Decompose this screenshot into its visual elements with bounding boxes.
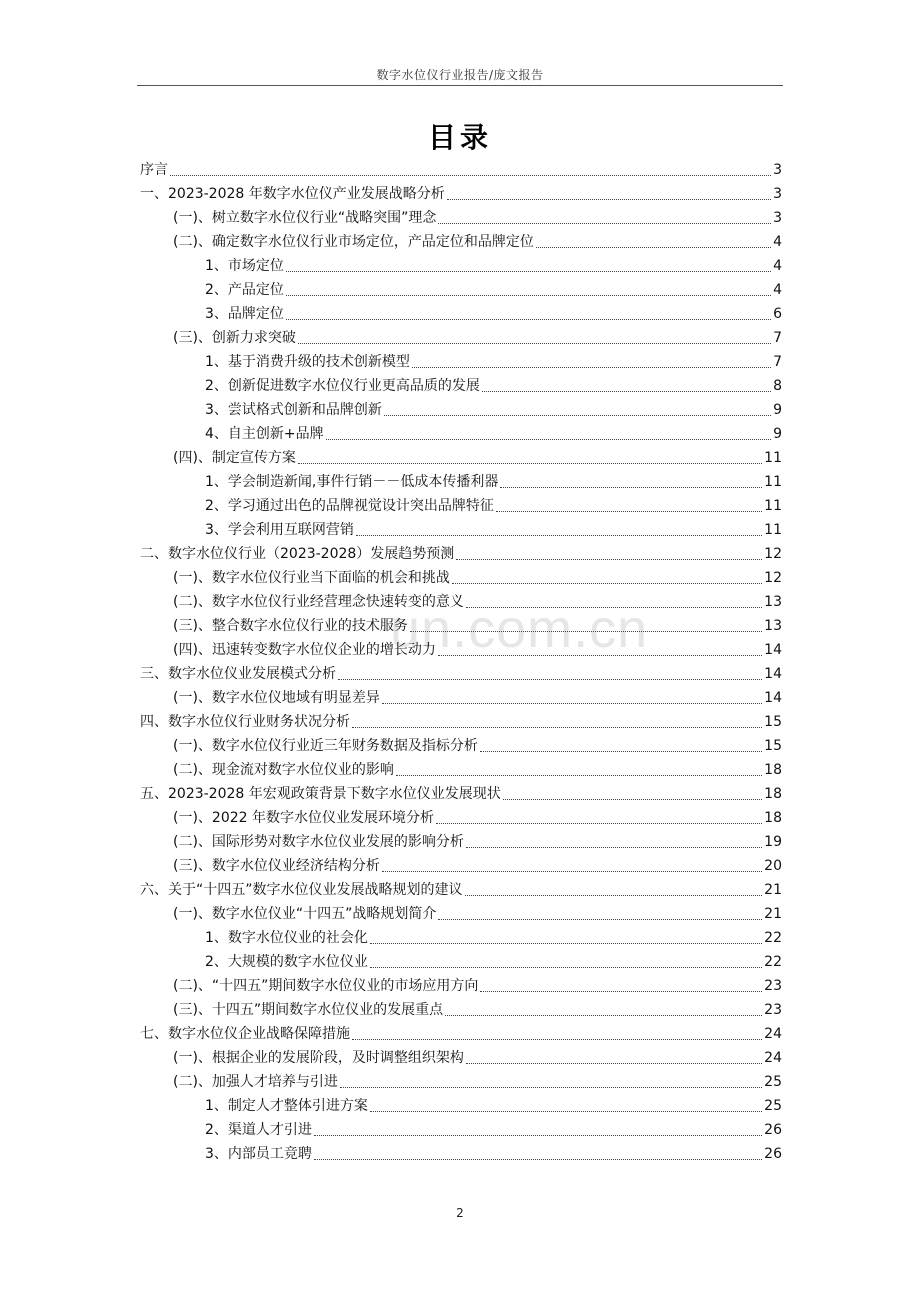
toc-entry[interactable] — [140, 998, 782, 1022]
toc-dot-leader — [410, 631, 762, 632]
toc-entry-page: 21 — [764, 882, 782, 898]
toc-entry-page: 25 — [764, 1074, 782, 1090]
toc-entry[interactable] — [140, 662, 782, 686]
toc-entry-title: 四、数字水位仪行业财务状况分析 — [140, 714, 350, 730]
toc-dot-leader — [456, 559, 762, 560]
toc-entry[interactable] — [140, 422, 782, 446]
toc-entry-page: 23 — [764, 1002, 782, 1018]
toc-entry-page: 4 — [773, 234, 782, 250]
toc-dot-leader — [370, 1111, 762, 1112]
toc-dot-leader — [326, 439, 771, 440]
toc-entry-page: 14 — [764, 690, 782, 706]
toc-entry-title: 三、数字水位仪业发展模式分析 — [140, 666, 336, 682]
toc-entry-title: (二)、加强人才培养与引进 — [173, 1074, 338, 1090]
toc-dot-leader — [482, 391, 771, 392]
toc-entry-title: (一)、数字水位仪业“十四五”战略规划简介 — [173, 906, 437, 922]
toc-entry-title: 二、数字水位仪行业（2023-2028）发展趋势预测 — [140, 546, 455, 562]
toc-dot-leader — [298, 463, 762, 464]
toc-entry-title: (二)、现金流对数字水位仪业的影响 — [173, 762, 394, 778]
toc-entry-page: 26 — [764, 1122, 782, 1138]
toc-entry[interactable] — [140, 206, 782, 230]
toc-entry-page: 26 — [764, 1146, 782, 1162]
toc-dot-leader — [500, 487, 762, 488]
toc-dot-leader — [352, 1039, 762, 1040]
toc-entry-page: 11 — [764, 498, 782, 514]
toc-dot-leader — [536, 247, 771, 248]
toc-dot-leader — [503, 799, 762, 800]
toc-entry-page: 15 — [764, 714, 782, 730]
toc-entry-title: (二)、数字水位仪行业经营理念快速转变的意义 — [173, 594, 464, 610]
toc-entry[interactable] — [140, 926, 782, 950]
toc-entry-page: 9 — [773, 402, 782, 418]
toc-entry-page: 3 — [773, 162, 782, 178]
toc-entry-title: (四)、迅速转变数字水位仪企业的增长动力 — [173, 642, 436, 658]
toc-entry[interactable] — [140, 950, 782, 974]
toc-entry[interactable] — [140, 1070, 782, 1094]
toc-dot-leader — [436, 823, 762, 824]
toc-entry-title: 一、2023-2028 年数字水位仪产业发展战略分析 — [140, 186, 445, 202]
toc-entry-page: 9 — [773, 426, 782, 442]
toc-entry-title: (二)、确定数字水位仪行业市场定位，产品定位和品牌定位 — [173, 234, 534, 250]
toc-entry[interactable] — [140, 566, 782, 590]
toc-entry[interactable] — [140, 350, 782, 374]
toc-entry[interactable] — [140, 254, 782, 278]
toc-entry-page: 6 — [773, 306, 782, 322]
toc-entry[interactable] — [140, 518, 782, 542]
header-rule — [137, 85, 783, 86]
toc-entry-title: 2、创新促进数字水位仪行业更高品质的发展 — [205, 378, 480, 394]
toc-entry[interactable] — [140, 1094, 782, 1118]
toc-entry-title: (一)、数字水位仪行业当下面临的机会和挑战 — [173, 570, 450, 586]
toc-entry-page: 12 — [764, 546, 782, 562]
toc-entry-page: 15 — [764, 738, 782, 754]
toc-entry-title: (四)、制定宣传方案 — [173, 450, 296, 466]
toc-entry-title: 3、尝试格式创新和品牌创新 — [205, 402, 382, 418]
toc-entry-page: 4 — [773, 282, 782, 298]
toc-dot-leader — [314, 1135, 762, 1136]
toc-entry-title: 1、数字水位仪业的社会化 — [205, 930, 368, 946]
toc-dot-leader — [438, 919, 762, 920]
toc-entry[interactable] — [140, 374, 782, 398]
toc-entry-title: 3、学会利用互联网营销 — [205, 522, 354, 538]
toc-entry[interactable] — [140, 686, 782, 710]
page-title: 目录 — [427, 121, 492, 154]
toc-entry[interactable] — [140, 806, 782, 830]
toc-entry-title: 4、自主创新+品牌 — [205, 426, 324, 442]
toc-entry[interactable] — [140, 302, 782, 326]
toc-entry-page: 13 — [764, 618, 782, 634]
toc-entry-title: 1、市场定位 — [205, 258, 284, 274]
toc-entry-page: 12 — [764, 570, 782, 586]
toc-dot-leader — [465, 895, 763, 896]
toc-entry[interactable] — [140, 182, 782, 206]
toc-dot-leader — [480, 991, 762, 992]
toc-entry-title: (二)、“十四五”期间数字水位仪业的市场应用方向 — [173, 978, 479, 994]
toc-entry-page: 3 — [773, 186, 782, 202]
toc-entry-page: 22 — [764, 954, 782, 970]
toc-entry[interactable] — [140, 470, 782, 494]
page-number: 2 — [456, 1206, 464, 1220]
toc-entry-title: 3、品牌定位 — [205, 306, 284, 322]
toc-entry-page: 7 — [773, 354, 782, 370]
toc-entry-title: (三)、创新力求突破 — [173, 330, 296, 346]
toc-entry[interactable] — [140, 158, 782, 182]
toc-entry-title: (三)、整合数字水位仪行业的技术服务 — [173, 618, 408, 634]
toc-entry[interactable] — [140, 398, 782, 422]
toc-dot-leader — [356, 535, 762, 536]
toc-entry-title: 1、制定人才整体引进方案 — [205, 1098, 368, 1114]
toc-entry-title: (一)、数字水位仪行业近三年财务数据及指标分析 — [173, 738, 478, 754]
toc-dot-leader — [314, 1159, 762, 1160]
toc-dot-leader — [412, 367, 771, 368]
toc-entry-page: 24 — [764, 1050, 782, 1066]
toc-dot-leader — [447, 199, 771, 200]
toc-dot-leader — [445, 1015, 762, 1016]
toc-entry-page: 21 — [764, 906, 782, 922]
toc-entry-page: 18 — [764, 810, 782, 826]
toc-entry-title: 2、学习通过出色的品牌视觉设计突出品牌特征 — [205, 498, 494, 514]
toc-dot-leader — [466, 1063, 762, 1064]
toc-entry[interactable] — [140, 782, 782, 806]
toc-dot-leader — [370, 943, 762, 944]
toc-dot-leader — [170, 175, 771, 176]
toc-entry-title: 3、内部员工竞聘 — [205, 1146, 312, 1162]
toc-entry[interactable] — [140, 1142, 782, 1166]
toc-entry-page: 3 — [773, 210, 782, 226]
toc-entry-title: (一)、根据企业的发展阶段，及时调整组织架构 — [173, 1050, 464, 1066]
toc-entry[interactable] — [140, 902, 782, 926]
toc-entry-title: (一)、树立数字水位仪行业“战略突围”理念 — [173, 210, 437, 226]
toc-entry[interactable] — [140, 710, 782, 734]
toc-entry-page: 4 — [773, 258, 782, 274]
toc-entry-title: (二)、国际形势对数字水位仪业发展的影响分析 — [173, 834, 464, 850]
toc-entry[interactable] — [140, 278, 782, 302]
toc-entry-title: 2、产品定位 — [205, 282, 284, 298]
toc-dot-leader — [480, 751, 762, 752]
toc-entry-title: (三)、十四五”期间数字水位仪业的发展重点 — [173, 1002, 444, 1018]
toc-entry-page: 11 — [764, 522, 782, 538]
toc-dot-leader — [452, 583, 762, 584]
toc-dot-leader — [382, 871, 762, 872]
toc-entry-page: 8 — [773, 378, 782, 394]
toc-entry[interactable] — [140, 446, 782, 470]
toc-entry[interactable] — [140, 614, 782, 638]
running-header: 数字水位仪行业报告/庞文报告 — [376, 68, 544, 82]
toc-dot-leader — [438, 655, 762, 656]
toc-entry-title: 六、关于“十四五”数字水位仪业发展战略规划的建议 — [140, 882, 463, 898]
toc-dot-leader — [370, 967, 762, 968]
toc-dot-leader — [286, 319, 771, 320]
toc-dot-leader — [382, 703, 762, 704]
toc-entry-page: 20 — [764, 858, 782, 874]
toc-entry-page: 7 — [773, 330, 782, 346]
toc-entry[interactable] — [140, 326, 782, 350]
toc-entry[interactable] — [140, 734, 782, 758]
toc-entry-title: 2、大规模的数字水位仪业 — [205, 954, 368, 970]
toc-entry[interactable] — [140, 974, 782, 998]
toc-dot-leader — [396, 775, 762, 776]
toc-entry-page: 25 — [764, 1098, 782, 1114]
toc-entry-page: 14 — [764, 642, 782, 658]
toc-entry[interactable] — [140, 1118, 782, 1142]
toc-entry[interactable] — [140, 638, 782, 662]
toc-dot-leader — [286, 271, 771, 272]
toc-entry[interactable] — [140, 878, 782, 902]
toc-entry-title: 七、数字水位仪企业战略保障措施 — [140, 1026, 350, 1042]
toc-entry-page: 11 — [764, 450, 782, 466]
toc-entry-page: 13 — [764, 594, 782, 610]
toc-dot-leader — [338, 679, 762, 680]
toc-entry[interactable] — [140, 230, 782, 254]
toc-entry[interactable] — [140, 758, 782, 782]
toc-entry-title: (一)、数字水位仪地域有明显差异 — [173, 690, 380, 706]
toc-entry[interactable] — [140, 494, 782, 518]
toc-entry-page: 23 — [764, 978, 782, 994]
watermark: un.com.cn — [390, 599, 649, 659]
toc-entry-page: 14 — [764, 666, 782, 682]
toc-dot-leader — [466, 607, 762, 608]
toc-dot-leader — [298, 343, 771, 344]
toc-entry[interactable] — [140, 1022, 782, 1046]
toc-entry-page: 18 — [764, 786, 782, 802]
toc-dot-leader — [466, 847, 762, 848]
toc-entry-title: 1、学会制造新闻,事件行销－－低成本传播利器 — [205, 474, 499, 490]
toc-entry[interactable] — [140, 830, 782, 854]
toc-entry-page: 24 — [764, 1026, 782, 1042]
toc-entry-page: 19 — [764, 834, 782, 850]
toc-entry-title: 五、2023-2028 年宏观政策背景下数字水位仪业发展现状 — [140, 786, 501, 802]
toc-entry-title: 2、渠道人才引进 — [205, 1122, 312, 1138]
toc-entry[interactable] — [140, 1046, 782, 1070]
toc-dot-leader — [286, 295, 771, 296]
toc-entry-page: 18 — [764, 762, 782, 778]
toc-entry[interactable] — [140, 854, 782, 878]
toc-entry-page: 11 — [764, 474, 782, 490]
toc-entry-title: (三)、数字水位仪业经济结构分析 — [173, 858, 380, 874]
toc-entry[interactable] — [140, 590, 782, 614]
toc-entry-title: (一)、2022 年数字水位仪业发展环境分析 — [173, 810, 435, 826]
toc-dot-leader — [340, 1087, 762, 1088]
toc-entry-title: 序言 — [140, 162, 168, 178]
toc-dot-leader — [496, 511, 762, 512]
table-of-contents — [140, 158, 782, 1166]
toc-entry[interactable] — [140, 542, 782, 566]
toc-entry-page: 22 — [764, 930, 782, 946]
toc-dot-leader — [438, 223, 771, 224]
toc-entry-title: 1、基于消费升级的技术创新模型 — [205, 354, 410, 370]
toc-dot-leader — [352, 727, 762, 728]
toc-dot-leader — [384, 415, 771, 416]
